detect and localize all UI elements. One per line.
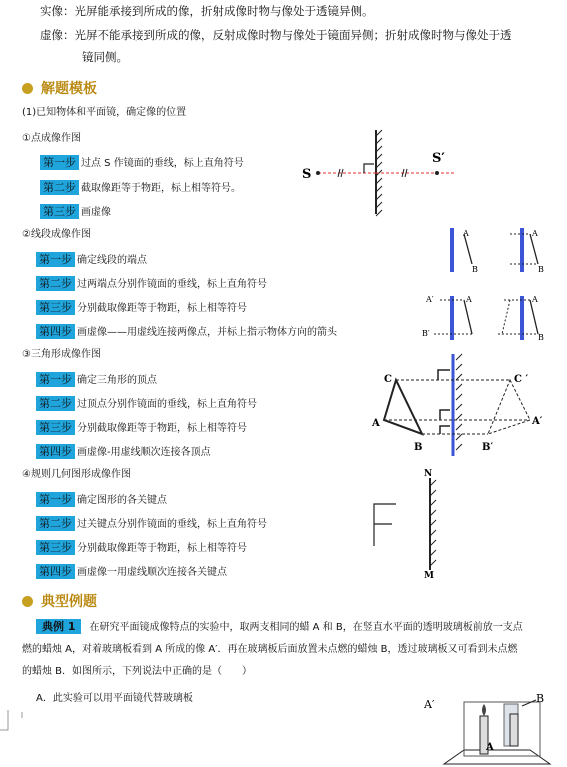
example-badge: 典例 1 (36, 619, 81, 634)
virtual-text-2: 镜同侧。 (82, 50, 128, 64)
step-text: 画虚像一用虚线顺次连接各关键点 (77, 567, 227, 578)
segment-step-3 (36, 300, 247, 316)
regular-title: ④规则几何图形成像作图 (22, 469, 131, 480)
label-s-prime: S′ (432, 151, 445, 166)
point-title: ①点成像作图 (22, 133, 81, 144)
step-text: 画虚像 (81, 207, 111, 218)
point-step-3 (40, 204, 111, 220)
segment-step-1 (36, 252, 147, 268)
point-reflection-figure (300, 128, 460, 218)
point-s-prime (435, 171, 439, 175)
virtual-image-definition (40, 24, 560, 46)
triangle-title: ③三角形成像作图 (22, 349, 101, 360)
example-heading-text: 典型例题 (41, 594, 97, 610)
step-text: 分别截取像距等于物距，标上相等符号 (77, 423, 247, 434)
step-text: 画虚像-用虚线顺次连接各顶点 (77, 447, 211, 458)
segment-reflection-figure (420, 226, 560, 344)
step-tag: 第一步 (36, 252, 75, 267)
label-b: B (536, 692, 545, 705)
step-tag: 第一步 (40, 155, 79, 170)
step-text: 截取像距等于物距，标上相等符号。 (81, 183, 241, 194)
virtual-label: 虚像： (40, 28, 75, 42)
segment-step-4 (36, 324, 337, 340)
label-a: A (532, 295, 538, 304)
triangle-reflection-figure (370, 352, 560, 460)
f-shape (374, 504, 396, 546)
triangle-image (488, 380, 530, 434)
real-image-definition (40, 0, 374, 22)
step-text: 分别截取像距等于物距，标上相等符号 (77, 303, 247, 314)
mirror-blue (450, 296, 454, 340)
question-line-3: 的蜡烛 B．如图所示，下列说法中正确的是（ ） (22, 666, 253, 677)
step-tag: 第四步 (36, 324, 75, 339)
label-a-prime: A′ (532, 416, 543, 427)
step-tag: 第三步 (40, 204, 79, 219)
label-a: A (463, 229, 469, 238)
point-step-1 (40, 155, 244, 171)
step-tag: 第二步 (40, 180, 79, 195)
step-tag: 第四步 (36, 564, 75, 579)
regular-step-3 (36, 540, 247, 556)
label-b-prime: B′ (422, 329, 430, 338)
table-plane (444, 750, 550, 764)
step-tag: 第二步 (36, 276, 75, 291)
step-text: 确定图形的各关键点 (77, 495, 167, 506)
step-tag: 第三步 (36, 420, 75, 435)
template-heading-text: 解题模板 (41, 81, 97, 97)
mirror-blue (450, 228, 454, 272)
step-tag: 第三步 (36, 300, 75, 315)
label-a: A (372, 418, 380, 429)
regular-step-4 (36, 564, 227, 580)
label-s: S (302, 167, 312, 182)
label-c-prime: C ′ (514, 374, 529, 385)
step-text: 过关键点分别作镜面的垂线，标上直角符号 (77, 519, 267, 530)
candle-experiment-figure (420, 688, 560, 767)
label-b: B (538, 265, 544, 274)
real-text: 光屏能承接到所成的像，折射成像时物与像处于透镜异侧。 (74, 4, 374, 18)
label-m: M (424, 571, 434, 580)
label-a: A (486, 742, 494, 753)
mirror-blue (520, 296, 524, 340)
option-a: A．此实验可以用平面镜代替玻璃板 (36, 693, 193, 704)
question-line-2: 燃的蜡烛 A，对着玻璃板看到 A 所成的像 A′．再在玻璃板后面放置未点燃的蜡烛 B，透过玻璃板又可看到未点燃 (22, 644, 518, 655)
point-step-2 (40, 180, 241, 196)
template-heading (22, 78, 97, 98)
question-line-1: 在研究平面镜成像特点的实验中，取两支相同的蜡 A 和 B，在竖直水平面的透明玻璃板前放一支点 (89, 622, 523, 633)
regular-step-2 (36, 516, 267, 532)
step-tag: 第三步 (36, 540, 75, 555)
label-b: B (538, 333, 544, 342)
label-b: B (472, 265, 478, 274)
step-text: 过点 S 作镜面的垂线，标上直角符号 (81, 158, 244, 169)
step-tag: 第二步 (36, 396, 75, 411)
label-a-prime: A′ (424, 698, 435, 711)
step-tag: 第一步 (36, 372, 75, 387)
triangle-step-1 (36, 372, 157, 388)
segment-step-2 (36, 276, 267, 292)
example-heading (22, 591, 97, 611)
right-angle-mark (364, 164, 374, 173)
step-text: 确定三角形的顶点 (77, 375, 157, 386)
segment-title: ②线段成像作图 (22, 229, 91, 240)
step-text: 分别截取像距等于物距，标上相等符号 (77, 543, 247, 554)
label-b: B (414, 442, 423, 453)
label-n: N (424, 469, 433, 479)
regular-step-1 (36, 492, 167, 508)
mirror-blue (520, 228, 524, 272)
real-label: 实像： (40, 4, 75, 18)
glass-plate (464, 702, 540, 756)
template-intro: (1)已知物体和平面镜，确定像的位置 (22, 107, 187, 118)
candle-b (510, 714, 518, 746)
label-a: A (532, 229, 538, 238)
step-text: 画虚像——用虚线连接两像点，并标上指示物体方向的箭头 (77, 327, 337, 338)
heading-bullet-icon (22, 596, 33, 607)
label-a: A (466, 295, 472, 304)
label-c: C (384, 374, 392, 385)
step-text: 过顶点分别作镜面的垂线，标上直角符号 (77, 399, 257, 410)
step-text: 确定线段的端点 (77, 255, 147, 266)
triangle-step-2 (36, 396, 257, 412)
heading-bullet-icon (22, 83, 33, 94)
point-s (316, 171, 320, 175)
label-b-prime: B′ (482, 442, 494, 453)
triangle-step-4 (36, 444, 211, 460)
label-a-prime: A′ (426, 295, 434, 304)
triangle-object (384, 380, 422, 434)
step-tag: 第二步 (36, 516, 75, 531)
f-shape-figure (370, 466, 450, 580)
triangle-step-3 (36, 420, 247, 436)
flame-icon (482, 704, 486, 716)
step-tag: 第一步 (36, 492, 75, 507)
step-tag: 第四步 (36, 444, 75, 459)
example-question (36, 617, 556, 638)
virtual-text-1: 光屏不能承接到所成的像，反射成像时物与像处于镜面异侧；折射成像时物与像处于透 (74, 28, 512, 42)
step-text: 过两端点分别作镜面的垂线，标上直角符号 (77, 279, 267, 290)
